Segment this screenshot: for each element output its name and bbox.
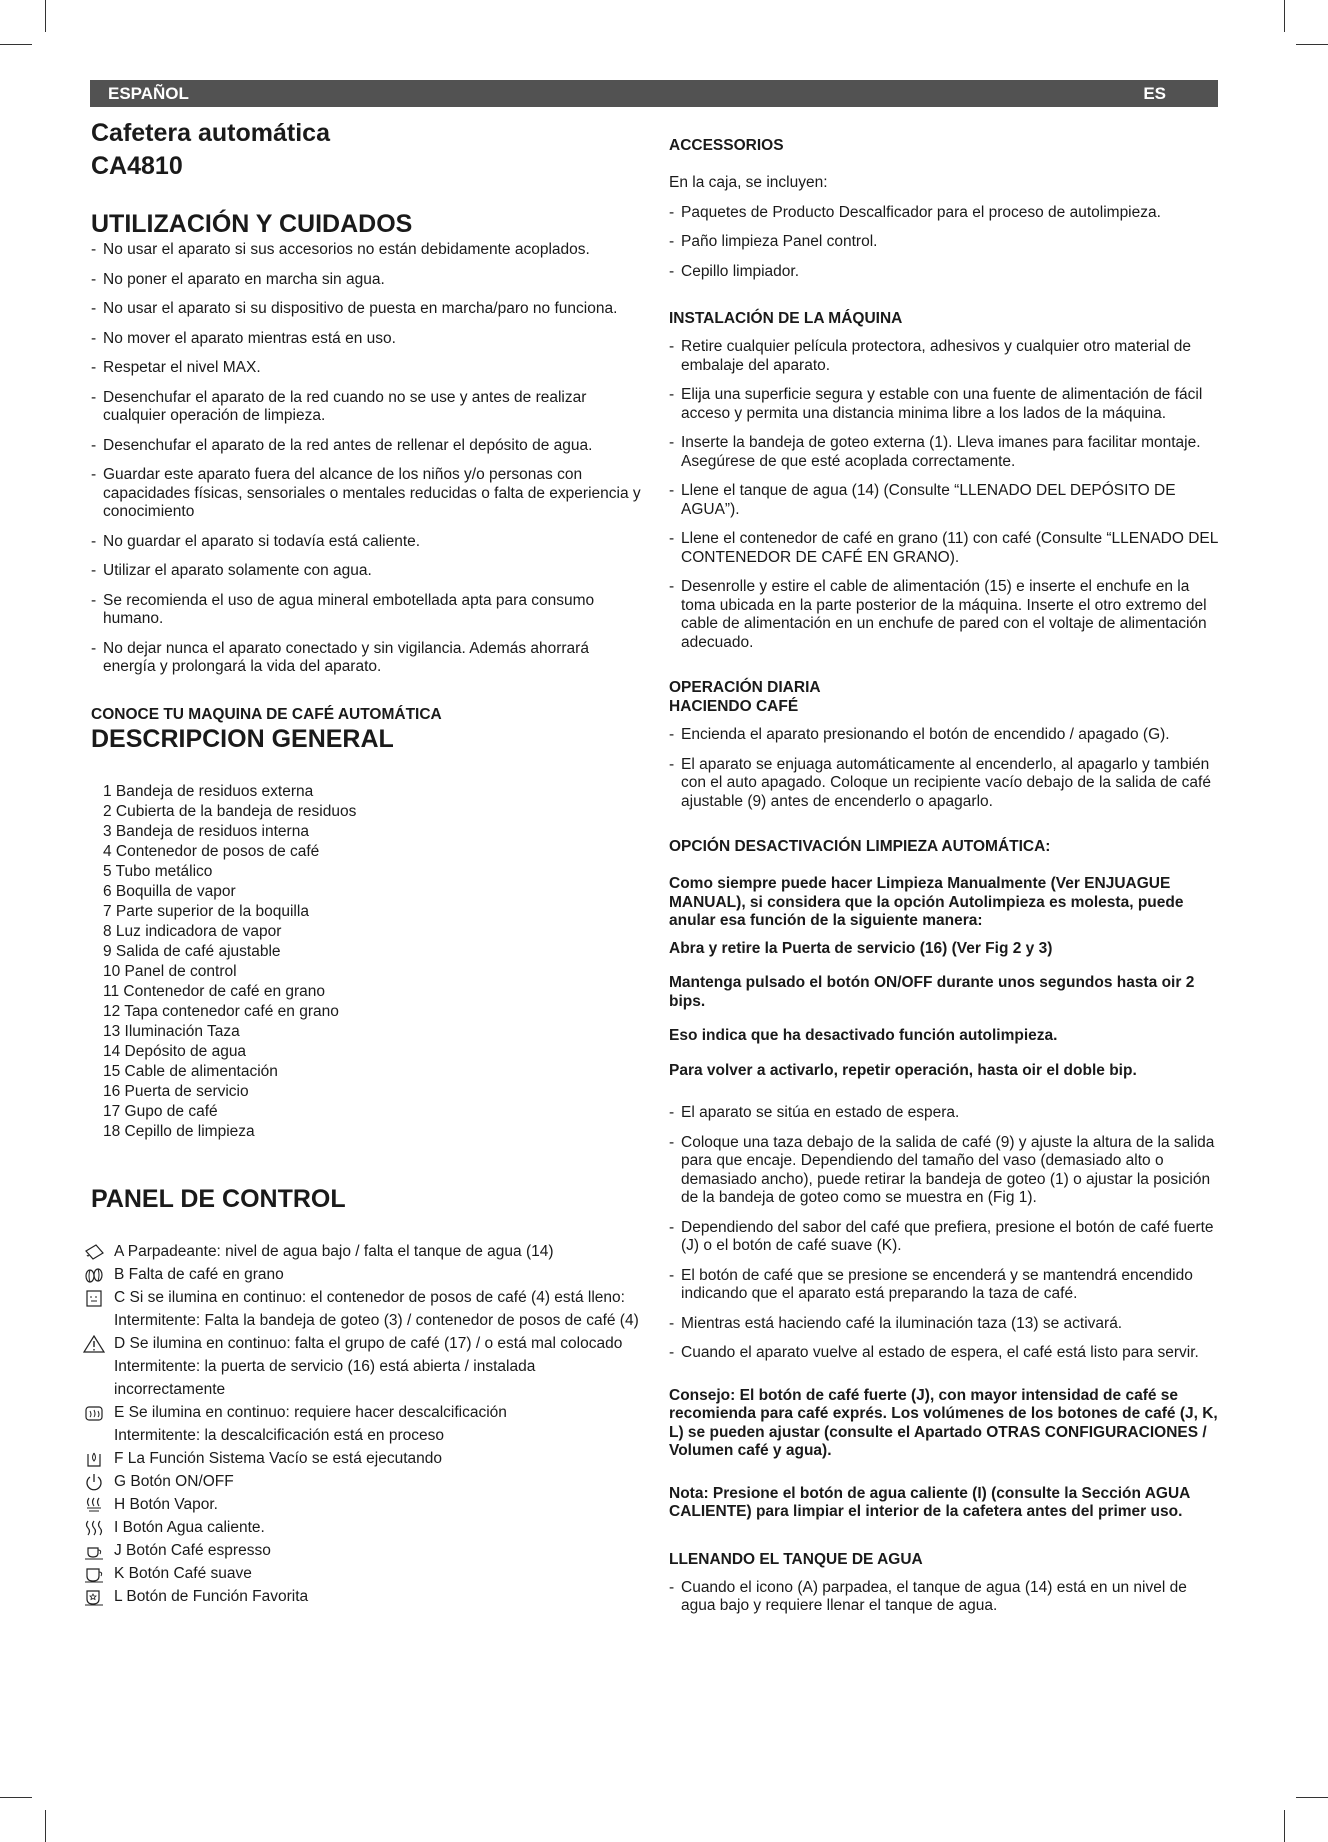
auto-clean-title: OPCIÓN DESACTIVACIÓN LIMPIEZA AUTOMÁTICA: [669, 838, 1051, 855]
daily-title: OPERACIÓN DIARIA [669, 679, 821, 696]
list-item: - Desenrolle y estire el cable de alimentación (15) e inserte el enchufe en la toma ubicada en la parte posterior de la máquina. Inserte el otro extremo del cable de alimentación en un enchufe de pared con el voltaje de alimentación adecuado. [669, 578, 1221, 652]
list-item: 13 Iluminación Taza [103, 1022, 240, 1040]
list-item: - Se recomienda el uso de agua mineral embotellada apta para consumo humano. [91, 592, 641, 629]
list-item: - No usar el aparato si su dispositivo de puesta en marcha/paro no funciona. [91, 300, 641, 319]
empty-system-icon [83, 1450, 105, 1468]
list-item: - Llene el contenedor de café en grano (11) con café (Consulte “LLENADO DEL CONTENEDOR DE CAFÉ EN GRANO). [669, 530, 1221, 567]
auto-clean-p1: Como siempre puede hacer Limpieza Manualmente (Ver ENJUAGUE MANUAL), si considera que la opción Autolimpieza es molesta, puede anular esa función de la siguiente manera: [669, 875, 1184, 929]
list-item: - Cuando el aparato vuelve al estado de espera, el café está listo para servir. [669, 1344, 1221, 1363]
list-item: I Botón Agua caliente. [91, 1516, 641, 1539]
language-label: ESPAÑOL [108, 84, 189, 103]
list-item: F La Función Sistema Vacío se está ejecutando [91, 1447, 641, 1470]
list-item: 5 Tubo metálico [103, 862, 213, 880]
list-item: 1 Bandeja de residuos externa [103, 782, 314, 800]
espresso-cup-icon [83, 1542, 105, 1560]
coffee-bean-icon [83, 1266, 105, 1284]
crop-mark [45, 1810, 46, 1842]
making-coffee-title: HACIENDO CAFÉ [669, 698, 799, 715]
list-item: - Paño limpieza Panel control. [669, 233, 1221, 252]
coffee-steps-list [669, 1104, 1221, 1363]
language-header [90, 80, 1218, 107]
list-item: - El botón de café que se presione se encenderá y se mantendrá encendido indicando que el aparato está preparando la taza de café. [669, 1267, 1221, 1304]
auto-clean-p3: Mantenga pulsado el botón ON/OFF durante unos segundos hasta oir 2 bips. [669, 974, 1195, 1010]
list-item: - Mientras está haciendo café la iluminación taza (13) se activará. [669, 1315, 1221, 1334]
list-item: 11 Contenedor de café en grano [103, 982, 326, 1000]
mild-coffee-cup-icon [83, 1565, 105, 1583]
warning-icon [83, 1335, 105, 1353]
usage-title: UTILIZACIÓN Y CUIDADOS [91, 210, 413, 238]
list-item: - Inserte la bandeja de goteo externa (1). Lleva imanes para facilitar montaje. Asegúrese de que esté acoplada correctamente. [669, 434, 1221, 471]
parts-list [91, 782, 641, 1142]
auto-clean-p5: Para volver a activarlo, repetir operación, hasta oir el doble bip. [669, 1061, 1137, 1079]
list-item: 16 Puerta de servicio [103, 1082, 249, 1100]
power-icon [83, 1473, 105, 1491]
product-model: CA4810 [91, 152, 183, 180]
list-item: - Llene el tanque de agua (14) (Consulte “LLENADO DEL DEPÓSITO DE AGUA”). [669, 482, 1221, 519]
list-item: - Retire cualquier película protectora, adhesivos y cualquier otro material de embalaje del aparato. [669, 338, 1221, 375]
list-item: L Botón de Función Favorita [91, 1585, 641, 1608]
list-item: E Se ilumina en continuo: requiere hacer descalcificación Intermitente: la descalcificación está en proceso [91, 1401, 641, 1447]
list-item: - Encienda el aparato presionando el botón de encendido / apagado (G). [669, 726, 1221, 745]
list-item: - Respetar el nivel MAX. [91, 359, 641, 378]
filling-list [669, 1579, 1221, 1616]
list-item: 3 Bandeja de residuos interna [103, 822, 309, 840]
product-name: Cafetera automática [91, 119, 330, 147]
auto-clean-p2: Abra y retire la Puerta de servicio (16) (Ver Fig 2 y 3) [669, 939, 1053, 957]
list-item: - No dejar nunca el aparato conectado y sin vigilancia. Además ahorrará energía y prolongará la vida del aparato. [91, 640, 641, 677]
description-kicker: CONOCE TU MAQUINA DE CAFÉ AUTOMÁTICA [91, 705, 442, 723]
list-item: B Falta de café en grano [91, 1263, 641, 1286]
list-item: - No guardar el aparato si todavía está caliente. [91, 533, 641, 552]
control-panel-list [91, 1240, 641, 1608]
list-item: 12 Tapa contenedor café en grano [103, 1002, 339, 1020]
installation-list [669, 338, 1221, 652]
list-item: 10 Panel de control [103, 962, 237, 980]
accessories-list [669, 204, 1221, 282]
list-item: - El aparato se sitúa en estado de espera. [669, 1104, 1221, 1123]
list-item: D Se ilumina en continuo: falta el grupo de café (17) / o está mal colocado Intermitente: la puerta de servicio (16) está abierta / instalada incorrectamente [91, 1332, 641, 1401]
list-item: - El aparato se enjuaga automáticamente al encenderlo, al apagarlo y también con el auto apagado. Coloque un recipiente vacío debajo de la salida de café ajustable (9) antes de encenderlo o apagarlo. [669, 756, 1221, 812]
list-item: 9 Salida de café ajustable [103, 942, 281, 960]
right-column [669, 115, 1221, 1627]
list-item: - Cuando el icono (A) parpadea, el tanque de agua (14) está en un nivel de agua bajo y requiere llenar el tanque de agua. [669, 1579, 1221, 1616]
list-item: 17 Gupo de café [103, 1102, 218, 1120]
filling-title: LLENANDO EL TANQUE DE AGUA [669, 1550, 923, 1568]
favorite-cup-icon [83, 1588, 105, 1606]
list-item: - Coloque una taza debajo de la salida de café (9) y ajuste la altura de la salida para que encaje. Dependiendo del tamaño del vaso (demasiado alto o demasiado ancho), puede retirar la bandeja de goteo (1) o ajustar la posición de la bandeja de goteo como se muestra en (Fig 1). [669, 1134, 1221, 1208]
list-item: - No mover el aparato mientras está en uso. [91, 330, 641, 349]
list-item: H Botón Vapor. [91, 1493, 641, 1516]
description-title: DESCRIPCION GENERAL [91, 724, 394, 753]
list-item: 4 Contenedor de posos de café [103, 842, 320, 860]
accessories-intro: En la caja, se incluyen: [669, 174, 828, 191]
control-panel-title: PANEL DE CONTROL [91, 1184, 346, 1213]
list-item: J Botón Café espresso [91, 1539, 641, 1562]
list-item: G Botón ON/OFF [91, 1470, 641, 1493]
list-item: K Botón Café suave [91, 1562, 641, 1585]
list-item: - Paquetes de Producto Descalficador para el proceso de autolimpieza. [669, 204, 1221, 223]
list-item: - Elija una superficie segura y estable con una fuente de alimentación de fácil acceso y permita una distancia minima libre a los lados de la máquina. [669, 386, 1221, 423]
tip-nota: Nota: Presione el botón de agua caliente (I) (consulte la Sección AGUA CALIENTE) para limpiar el interior de la cafetera antes del primer uso. [669, 1484, 1190, 1520]
language-code: ES [1143, 84, 1166, 103]
list-item: 18 Cepillo de limpieza [103, 1122, 255, 1140]
descale-icon [83, 1404, 105, 1422]
left-column [91, 115, 641, 1608]
tip-consejo: Consejo: El botón de café fuerte (J), con mayor intensidad de café se recomienda para café exprés. Los volúmenes de los botones de café (J, K, L) se pueden ajustar (consulte el Apartado OTRAS CONFIGURACIONES / Volumen café y agua). [669, 1386, 1218, 1459]
steam-icon [83, 1496, 105, 1514]
crop-mark [0, 44, 32, 45]
list-item: - No poner el aparato en marcha sin agua. [91, 271, 641, 290]
accessories-title: ACCESSORIOS [669, 137, 784, 154]
crop-mark [1296, 1797, 1328, 1798]
list-item: - Desenchufar el aparato de la red antes de rellenar el depósito de agua. [91, 437, 641, 456]
hot-water-icon [83, 1519, 105, 1537]
list-item: 8 Luz indicadora de vapor [103, 922, 282, 940]
crop-mark [0, 1797, 32, 1798]
list-item: 14 Depósito de agua [103, 1042, 247, 1060]
list-item: - Guardar este aparato fuera del alcance de los niños y/o personas con capacidades físicas, sensoriales o mentales reducidas o falta de experiencia y conocimiento [91, 466, 641, 522]
crop-mark [1296, 44, 1328, 45]
water-tank-icon [83, 1243, 105, 1261]
auto-clean-p4: Eso indica que ha desactivado función autolimpieza. [669, 1027, 1058, 1044]
list-item: - Desenchufar el aparato de la red cuando no se use y antes de realizar cualquier operación de limpieza. [91, 389, 641, 426]
crop-mark [1284, 1810, 1285, 1842]
list-item: A Parpadeante: nivel de agua bajo / falta el tanque de agua (14) [91, 1240, 641, 1263]
installation-title: INSTALACIÓN DE LA MÁQUINA [669, 310, 903, 327]
grounds-container-icon [83, 1289, 105, 1307]
list-item: - Dependiendo del sabor del café que prefiera, presione el botón de café fuerte (J) o el botón de café suave (K). [669, 1219, 1221, 1256]
crop-mark [45, 0, 46, 32]
list-item: - No usar el aparato si sus accesorios no están debidamente acoplados. [91, 241, 641, 260]
list-item: C Si se ilumina en continuo: el contenedor de posos de café (4) está lleno: Intermitente: Falta la bandeja de goteo (3) / contenedor de posos de café (4) [91, 1286, 641, 1332]
daily-list [669, 726, 1221, 811]
list-item: - Utilizar el aparato solamente con agua. [91, 562, 641, 581]
list-item: 15 Cable de alimentación [103, 1062, 278, 1080]
crop-mark [1284, 0, 1285, 32]
usage-list [91, 241, 641, 677]
list-item: 2 Cubierta de la bandeja de residuos [103, 802, 357, 820]
list-item: 6 Boquilla de vapor [103, 882, 236, 900]
list-item: - Cepillo limpiador. [669, 263, 1221, 282]
list-item: 7 Parte superior de la boquilla [103, 902, 309, 920]
